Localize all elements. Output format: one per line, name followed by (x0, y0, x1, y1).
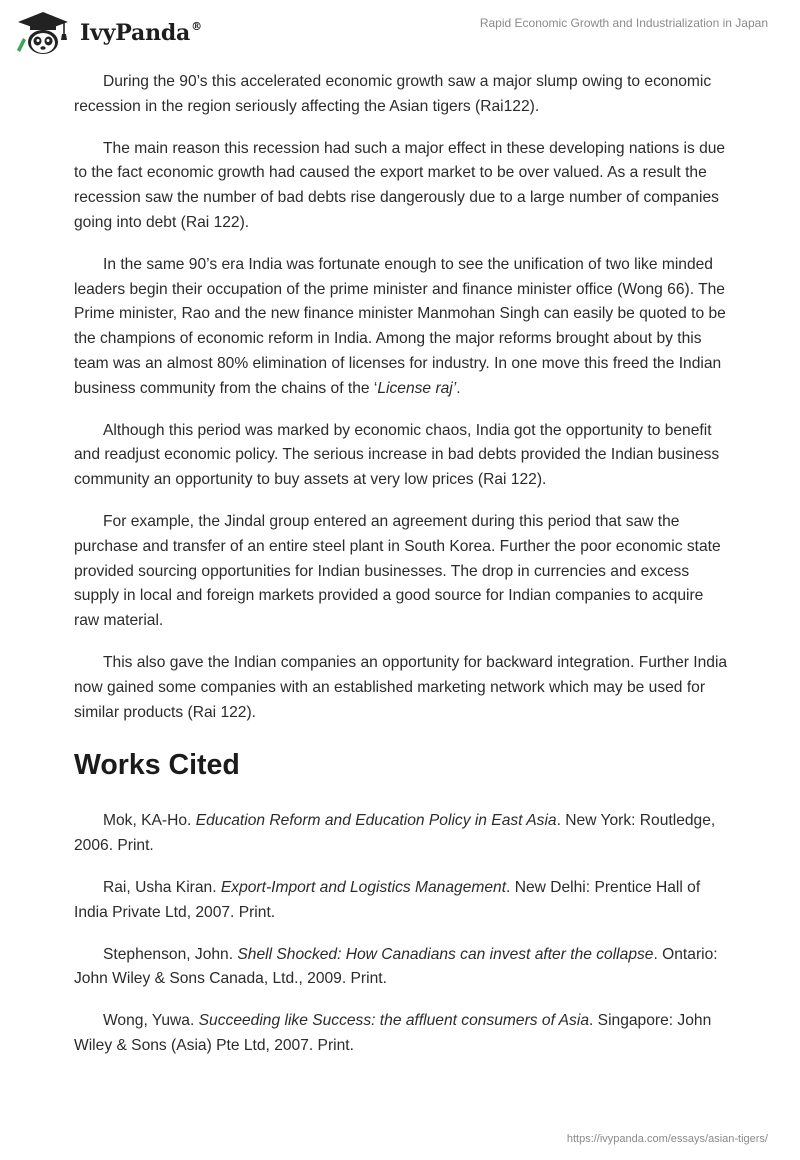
paragraph: This also gave the Indian companies an opportunity for backward integration. Further India now gained some companies with an established marketing network which may be used for similar products (Rai 122). (74, 653, 728, 721)
paragraph: The main reason this recession had such a major effect in these developing nations is due to the fact economic growth had caused the export market to be over valued. As a result the recession saw the number of bad debts rise dangerously due to a large number of companies going into debt (Rai 122). (74, 139, 726, 231)
citation-entry (74, 809, 729, 859)
citation-entry (74, 1009, 729, 1059)
citation-author: Wong, Yuwa. (103, 1012, 199, 1030)
brand-name: IvyPanda® (80, 20, 202, 46)
source-url[interactable]: https://ivypanda.com/essays/asian-tigers/ (566, 1133, 768, 1145)
ivypanda-logo[interactable] (14, 10, 202, 56)
paragraph: Although this period was marked by economic chaos, India got the opportunity to benefit and readjust economic policy. The serious increase in bad debts provided the Indian business community an opportunity to buy assets at very low prices (Rai 122). (74, 421, 720, 489)
citation-author: Stephenson, John. (103, 945, 238, 963)
registered-mark: ® (191, 20, 202, 33)
citation-title: Export-Import and Logistics Management (220, 878, 507, 896)
essay-body (74, 70, 729, 1076)
paragraph: During the 90’s this accelerated economic growth saw a major slump owing to economic recession in the region seriously affecting the Asian tigers (Rai122). (74, 73, 712, 115)
panda-graduate-icon (14, 10, 72, 56)
citation-title: Shell Shocked: How Canadians can invest after the collapse (237, 945, 654, 963)
citation-details: . New York: Routledge, 2006. Print. (74, 812, 716, 855)
paragraph: For example, the Jindal group entered an agreement during this period that saw the purchase and transfer of an entire steel plant in South Korea. Further the poor economic state provided sourcing opportunities for Indian businesses. The drop in currencies and excess supply in local and foreign markets provided a good source for Indian companies to acquire raw material. (74, 512, 721, 630)
citation-details: . Singapore: John Wiley & Sons (Asia) Pte Ltd, 2007. Print. (74, 1012, 712, 1054)
document-title: Rapid Economic Growth and Industrialization in Japan (479, 16, 768, 30)
citation-author: Mok, KA-Ho. (103, 812, 196, 830)
paragraph (74, 253, 729, 402)
citation-details: . New Delhi: Prentice Hall of India Private Ltd, 2007. Print. (74, 878, 701, 921)
citation-title: Succeeding like Success: the affluent consumers of Asia (198, 1012, 589, 1030)
citation-author: Rai, Usha Kiran. (103, 878, 221, 896)
citation-entry (74, 943, 729, 993)
page-header (0, 0, 800, 60)
citation-entry (74, 876, 729, 926)
paragraph-end: . (456, 379, 461, 397)
works-cited-heading: Works Cited (74, 749, 240, 782)
paragraph-text: In the same 90’s era India was fortunate enough to see the unification of two like minded leaders begin their occupation of the prime minister and finance minister office (Wong 66). The Prime minister, Rao and the new finance minister Manmohan Singh can easily be quoted to be the champions of economic reform in India. Among the major reforms brought about by this team was an almost 80% elimination of licenses for industry. In one move this freed the Indian business community from the chains of the ‘ (74, 255, 726, 397)
license-raj-term: License raj’ (377, 379, 457, 397)
citation-details: . Ontario: John Wiley & Sons Canada, Ltd., 2009. Print. (74, 945, 718, 988)
citation-title: Education Reform and Education Policy in East Asia (195, 812, 557, 830)
